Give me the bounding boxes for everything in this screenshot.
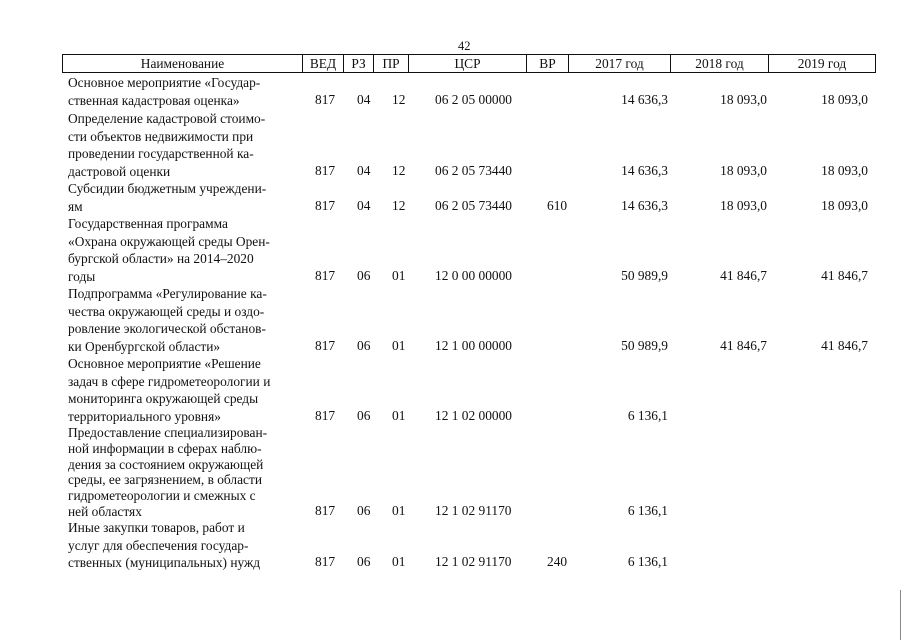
row-csr: 06 2 05 00000 — [435, 92, 512, 108]
row-2018: 18 093,0 — [720, 163, 767, 179]
row-pr: 12 — [392, 92, 406, 108]
table-row — [0, 355, 905, 425]
row-csr: 12 1 02 91170 — [435, 554, 512, 570]
row-name: Субсидии бюджетным учреждени- ям — [68, 181, 267, 214]
row-ved: 817 — [315, 92, 336, 108]
row-rz: 06 — [357, 408, 371, 424]
row-2018: 41 846,7 — [720, 338, 767, 354]
row-csr: 12 0 00 00000 — [435, 268, 512, 284]
row-2017: 14 636,3 — [621, 198, 668, 214]
row-2017: 6 136,1 — [627, 408, 668, 424]
table-header — [62, 54, 876, 73]
row-name: Подпрограмма «Регулирование ка- чества окружающей среды и оздо- ровление экологической обстанов- ки Оренбургской области» — [68, 286, 267, 354]
row-ved: 817 — [315, 268, 336, 284]
row-rz: 06 — [357, 554, 371, 570]
header-vr: ВР — [527, 55, 569, 72]
row-pr: 01 — [392, 408, 406, 424]
row-ved: 817 — [315, 554, 336, 570]
table-row — [0, 180, 905, 215]
row-rz: 04 — [357, 198, 371, 214]
row-pr: 12 — [392, 163, 406, 179]
page-number: 42 — [458, 39, 471, 53]
row-ved: 817 — [315, 163, 336, 179]
header-csr: ЦСР — [409, 55, 527, 72]
row-ved: 817 — [315, 198, 336, 214]
row-2019: 18 093,0 — [821, 92, 868, 108]
row-2019: 41 846,7 — [821, 338, 868, 354]
header-name: Наименование — [63, 55, 303, 72]
scan-edge-line — [900, 590, 901, 640]
row-name: Основное мероприятие «Государ- ственная кадастровая оценка» — [68, 75, 261, 108]
row-2017: 14 636,3 — [621, 163, 668, 179]
row-2018: 18 093,0 — [720, 198, 767, 214]
header-ved: ВЕД — [303, 55, 344, 72]
table-row — [0, 215, 905, 285]
row-rz: 06 — [357, 268, 371, 284]
row-ved: 817 — [315, 338, 336, 354]
header-pr: ПР — [374, 55, 409, 72]
table-row — [0, 285, 905, 355]
row-rz: 06 — [357, 503, 371, 519]
row-vr: 610 — [547, 198, 568, 214]
row-csr: 12 1 00 00000 — [435, 338, 512, 354]
row-ved: 817 — [315, 408, 336, 424]
row-csr: 06 2 05 73440 — [435, 198, 512, 214]
row-rz: 04 — [357, 163, 371, 179]
row-2017: 50 989,9 — [621, 338, 668, 354]
row-name: Основное мероприятие «Решение задач в сфере гидрометеорологии и мониторинга окружающей среды территориального уровня» — [68, 356, 271, 424]
row-2019: 18 093,0 — [821, 198, 868, 214]
table-row — [0, 519, 905, 571]
row-2017: 14 636,3 — [621, 92, 668, 108]
row-pr: 01 — [392, 268, 406, 284]
row-pr: 01 — [392, 554, 406, 570]
row-vr: 240 — [547, 554, 568, 570]
row-name: Определение кадастровой стоимо- сти объектов недвижимости при проведении государственной ка- дастровой оценки — [68, 111, 266, 179]
row-name: Иные закупки товаров, работ и услуг для обеспечения государ- ственных (муниципальных) нужд — [68, 520, 261, 571]
row-2017: 50 989,9 — [621, 268, 668, 284]
header-2017: 2017 год — [569, 55, 671, 72]
row-2017: 6 136,1 — [627, 503, 668, 519]
table-row — [0, 425, 905, 520]
row-2018: 41 846,7 — [720, 268, 767, 284]
row-name: Государственная программа «Охрана окружающей среды Орен- бургской области» на 2014–2020 годы — [68, 216, 270, 284]
header-2019: 2019 год — [797, 56, 847, 71]
header-rz: РЗ — [344, 55, 374, 72]
row-csr: 12 1 02 00000 — [435, 408, 512, 424]
row-2017: 6 136,1 — [627, 554, 668, 570]
row-name: Предоставление специализирован- ной информации в сферах наблю- дения за состоянием окружающей среды, ее загрязнением, в области гидрометеорологии и смежных с ней областях — [68, 425, 268, 519]
row-pr: 12 — [392, 198, 406, 214]
row-csr: 12 1 02 91170 — [435, 503, 512, 519]
row-pr: 01 — [392, 338, 406, 354]
row-2019: 18 093,0 — [821, 163, 868, 179]
row-2018: 18 093,0 — [720, 92, 767, 108]
row-csr: 06 2 05 73440 — [435, 163, 512, 179]
row-pr: 01 — [392, 503, 406, 519]
row-ved: 817 — [315, 503, 336, 519]
table-row — [0, 110, 905, 180]
row-2019: 41 846,7 — [821, 268, 868, 284]
table-row — [0, 74, 905, 109]
row-rz: 04 — [357, 92, 371, 108]
header-2018: 2018 год — [671, 55, 769, 72]
row-rz: 06 — [357, 338, 371, 354]
